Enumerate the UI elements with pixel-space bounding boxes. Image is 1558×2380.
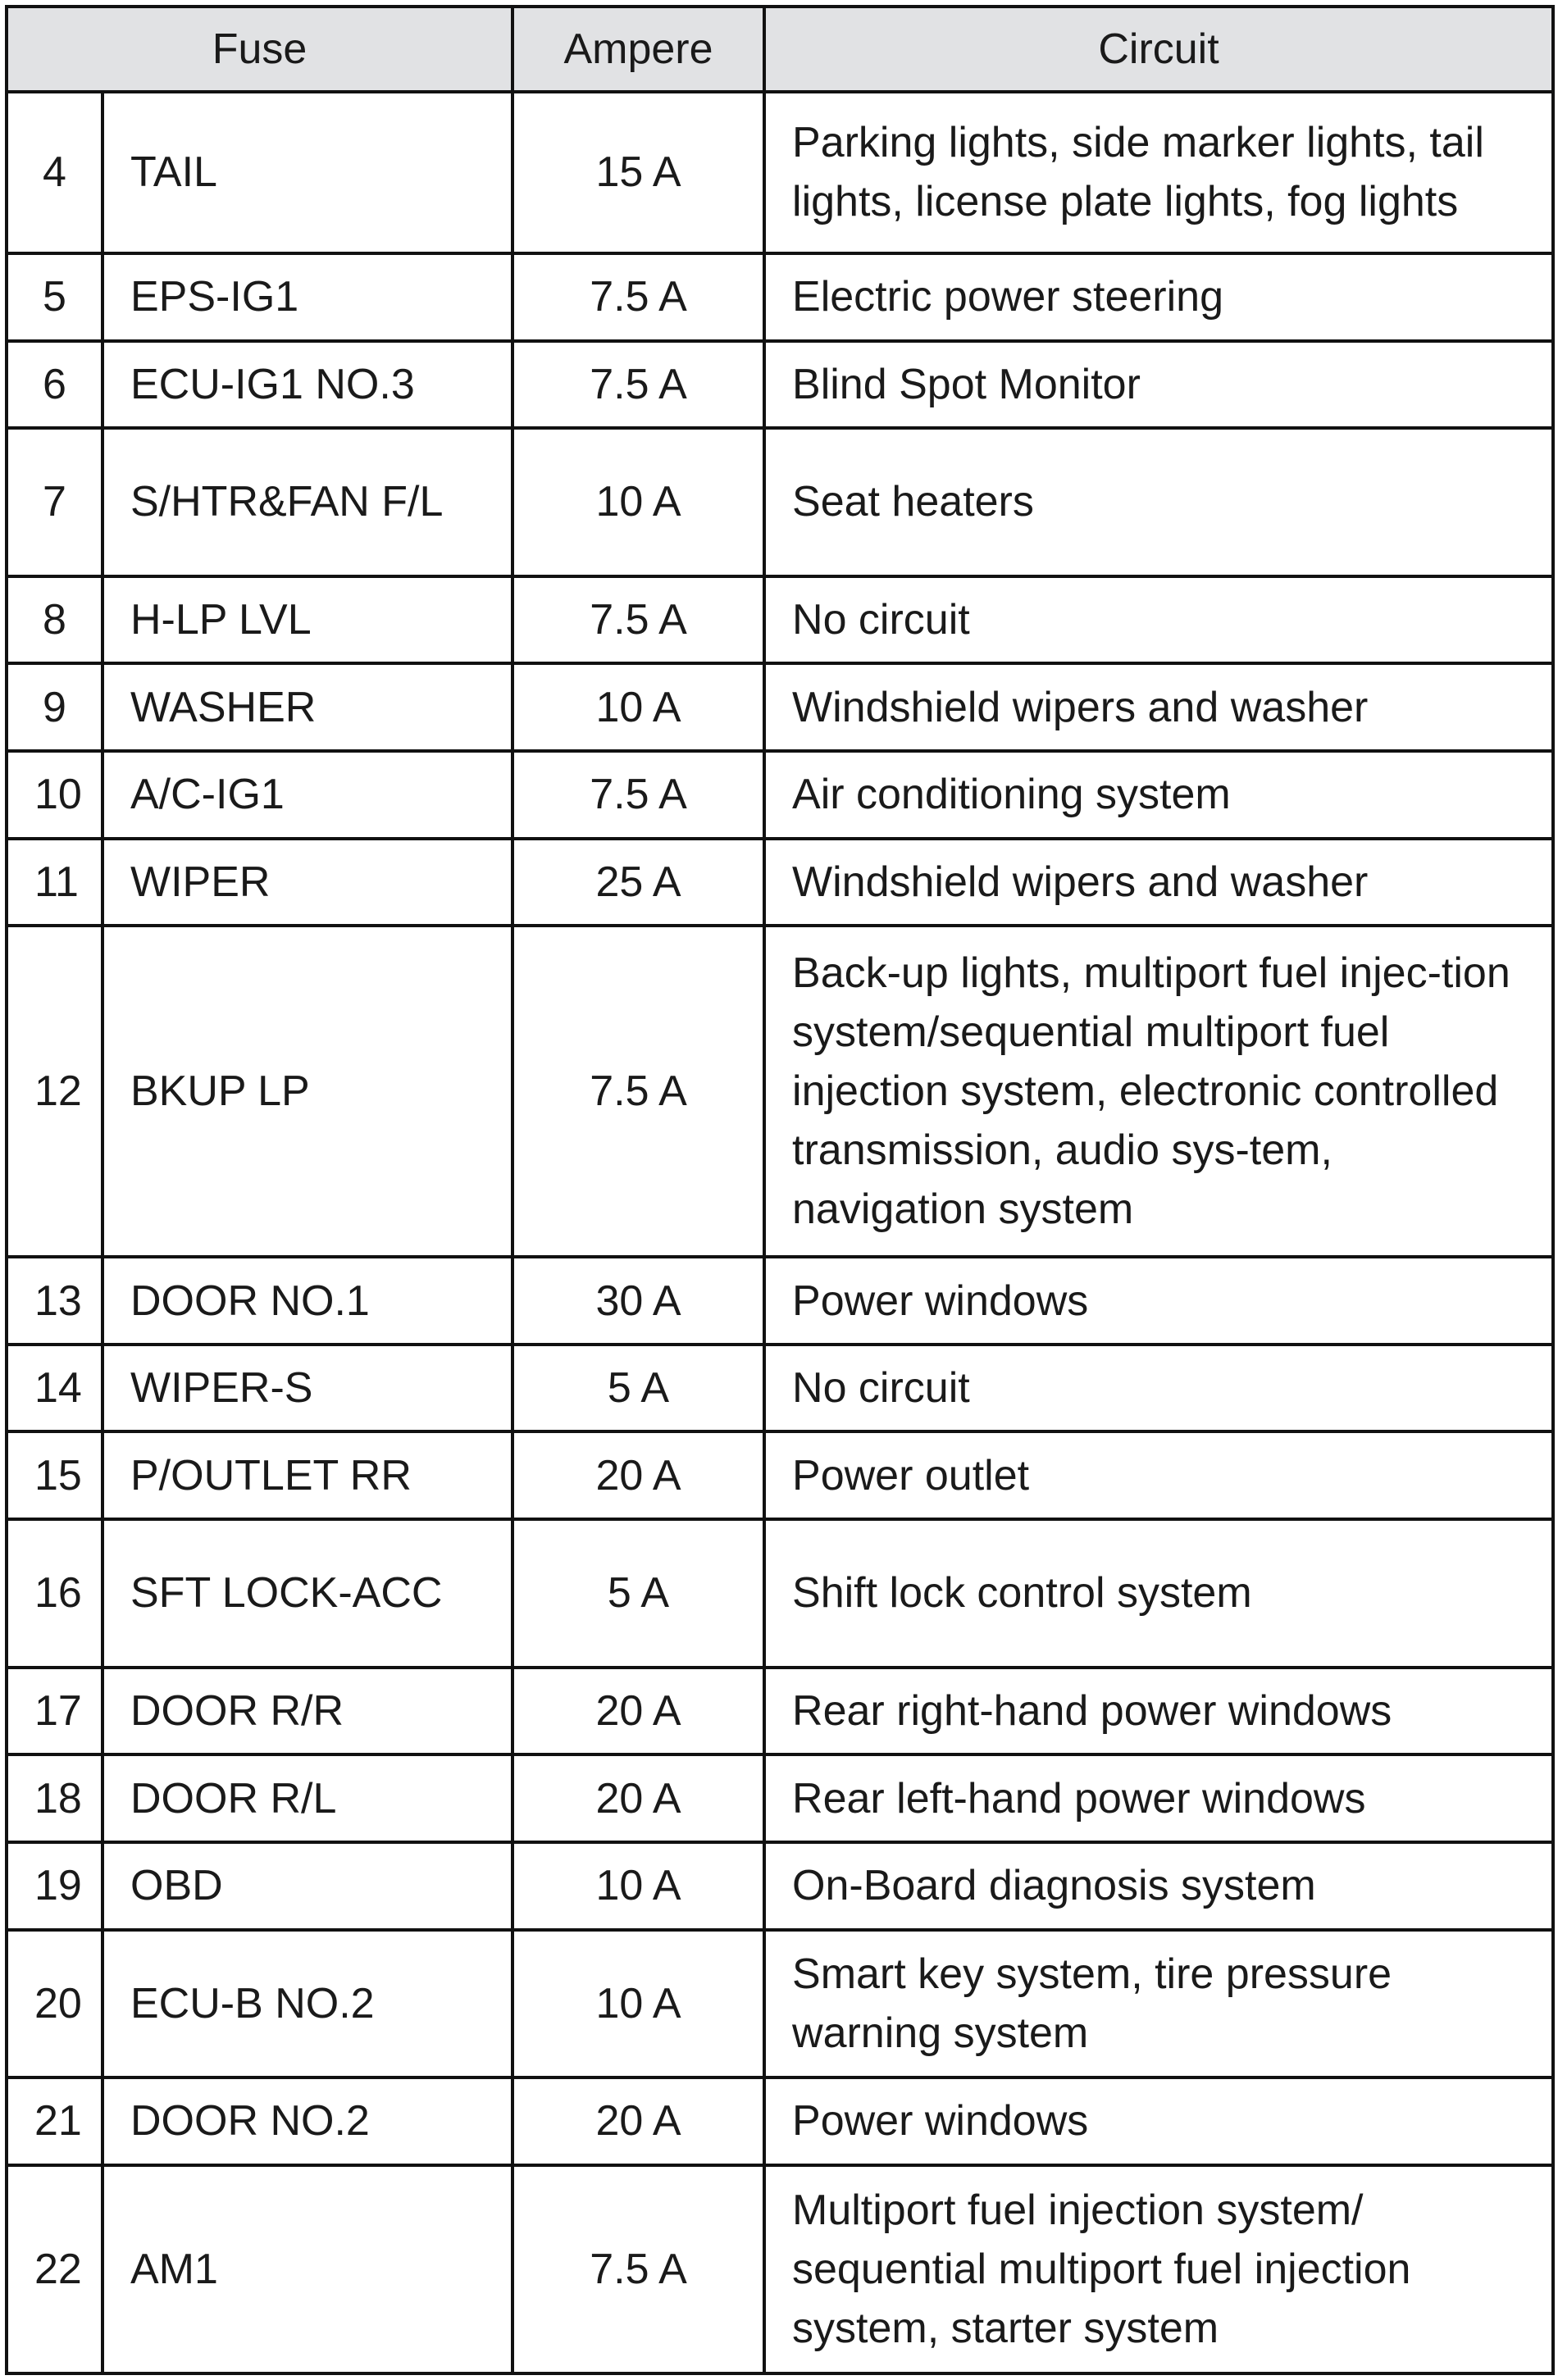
fuse-name: OBD: [102, 1842, 512, 1930]
fuse-ampere: 10 A: [512, 1842, 764, 1930]
fuse-number: 12: [7, 926, 102, 1257]
fuse-number: 11: [7, 839, 102, 926]
table-row: [7, 1519, 1553, 1667]
table-row: [7, 1668, 1553, 1755]
fuse-number: 17: [7, 1668, 102, 1755]
fuse-ampere: 5 A: [512, 1519, 764, 1667]
fuse-number: 21: [7, 2077, 102, 2165]
fuse-circuit: Blind Spot Monitor: [764, 341, 1553, 429]
table-row: [7, 663, 1553, 751]
fuse-circuit: Parking lights, side marker lights, tail lights, license plate lights, fog lights: [764, 92, 1553, 253]
table-row: [7, 1842, 1553, 1930]
table-row: [7, 1257, 1553, 1345]
fuse-circuit: Back-up lights, multiport fuel injec-tion system/sequential multiport fuel injection system, electronic controlled transmission, audio sys-tem, navigation system: [764, 926, 1553, 1257]
fuse-circuit: No circuit: [764, 576, 1553, 664]
fuse-table: [5, 5, 1555, 2375]
fuse-ampere: 5 A: [512, 1345, 764, 1432]
fuse-ampere: 7.5 A: [512, 926, 764, 1257]
fuse-name: WIPER-S: [102, 1345, 512, 1432]
fuse-name: EPS-IG1: [102, 253, 512, 341]
fuse-number: 14: [7, 1345, 102, 1432]
fuse-circuit: Electric power steering: [764, 253, 1553, 341]
fuse-circuit: Power outlet: [764, 1431, 1553, 1519]
fuse-circuit: Power windows: [764, 1257, 1553, 1345]
fuse-ampere: 30 A: [512, 1257, 764, 1345]
fuse-name: TAIL: [102, 92, 512, 253]
fuse-circuit: Shift lock control system: [764, 1519, 1553, 1667]
fuse-circuit: Windshield wipers and washer: [764, 839, 1553, 926]
fuse-ampere: 10 A: [512, 663, 764, 751]
table-row: [7, 341, 1553, 429]
fuse-number: 10: [7, 751, 102, 839]
table-row: [7, 926, 1553, 1257]
fuse-number: 18: [7, 1754, 102, 1842]
fuse-name: WIPER: [102, 839, 512, 926]
fuse-name: AM1: [102, 2165, 512, 2373]
fuse-number: 20: [7, 1930, 102, 2077]
fuse-number: 5: [7, 253, 102, 341]
fuse-number: 22: [7, 2165, 102, 2373]
table-row: [7, 576, 1553, 664]
table-row: [7, 92, 1553, 253]
table-body: [7, 92, 1553, 2373]
fuse-ampere: 7.5 A: [512, 341, 764, 429]
table-row: [7, 428, 1553, 576]
fuse-circuit: Smart key system, tire pressure warning system: [764, 1930, 1553, 2077]
fuse-ampere: 20 A: [512, 1668, 764, 1755]
fuse-name: DOOR NO.2: [102, 2077, 512, 2165]
fuse-name: SFT LOCK-ACC: [102, 1519, 512, 1667]
fuse-ampere: 20 A: [512, 1754, 764, 1842]
fuse-number: 16: [7, 1519, 102, 1667]
fuse-circuit: Power windows: [764, 2077, 1553, 2165]
fuse-number: 7: [7, 428, 102, 576]
table-row: [7, 1754, 1553, 1842]
fuse-name: BKUP LP: [102, 926, 512, 1257]
fuse-circuit: Windshield wipers and washer: [764, 663, 1553, 751]
fuse-ampere: 7.5 A: [512, 576, 764, 664]
fuse-number: 6: [7, 341, 102, 429]
fuse-name: DOOR NO.1: [102, 1257, 512, 1345]
fuse-ampere: 25 A: [512, 839, 764, 926]
fuse-name: P/OUTLET RR: [102, 1431, 512, 1519]
table-row: [7, 2165, 1553, 2373]
fuse-circuit: Rear left-hand power windows: [764, 1754, 1553, 1842]
table-row: [7, 2077, 1553, 2165]
fuse-name: A/C-IG1: [102, 751, 512, 839]
fuse-number: 13: [7, 1257, 102, 1345]
fuse-circuit: On-Board diagnosis system: [764, 1842, 1553, 1930]
fuse-ampere: 20 A: [512, 1431, 764, 1519]
table-header: [7, 7, 1553, 92]
fuse-circuit: No circuit: [764, 1345, 1553, 1432]
fuse-ampere: 20 A: [512, 2077, 764, 2165]
header-ampere: Ampere: [512, 7, 764, 92]
fuse-ampere: 15 A: [512, 92, 764, 253]
table-row: [7, 1930, 1553, 2077]
fuse-name: WASHER: [102, 663, 512, 751]
table-row: [7, 751, 1553, 839]
fuse-circuit: Rear right-hand power windows: [764, 1668, 1553, 1755]
fuse-name: S/HTR&FAN F/L: [102, 428, 512, 576]
header-row: [7, 7, 1553, 92]
table-row: [7, 1345, 1553, 1432]
fuse-name: DOOR R/L: [102, 1754, 512, 1842]
fuse-number: 8: [7, 576, 102, 664]
table-row: [7, 253, 1553, 341]
fuse-number: 9: [7, 663, 102, 751]
fuse-circuit: Air conditioning system: [764, 751, 1553, 839]
fuse-name: ECU-IG1 NO.3: [102, 341, 512, 429]
fuse-ampere: 7.5 A: [512, 751, 764, 839]
table-row: [7, 1431, 1553, 1519]
header-circuit: Circuit: [764, 7, 1553, 92]
fuse-name: ECU-B NO.2: [102, 1930, 512, 2077]
fuse-number: 4: [7, 92, 102, 253]
fuse-ampere: 7.5 A: [512, 2165, 764, 2373]
fuse-number: 19: [7, 1842, 102, 1930]
fuse-ampere: 10 A: [512, 428, 764, 576]
fuse-ampere: 7.5 A: [512, 253, 764, 341]
header-fuse: Fuse: [7, 7, 512, 92]
fuse-number: 15: [7, 1431, 102, 1519]
fuse-name: DOOR R/R: [102, 1668, 512, 1755]
table-row: [7, 839, 1553, 926]
fuse-ampere: 10 A: [512, 1930, 764, 2077]
fuse-name: H-LP LVL: [102, 576, 512, 664]
fuse-circuit: Multiport fuel injection system/ sequential multiport fuel injection system, starter system: [764, 2165, 1553, 2373]
fuse-circuit: Seat heaters: [764, 428, 1553, 576]
